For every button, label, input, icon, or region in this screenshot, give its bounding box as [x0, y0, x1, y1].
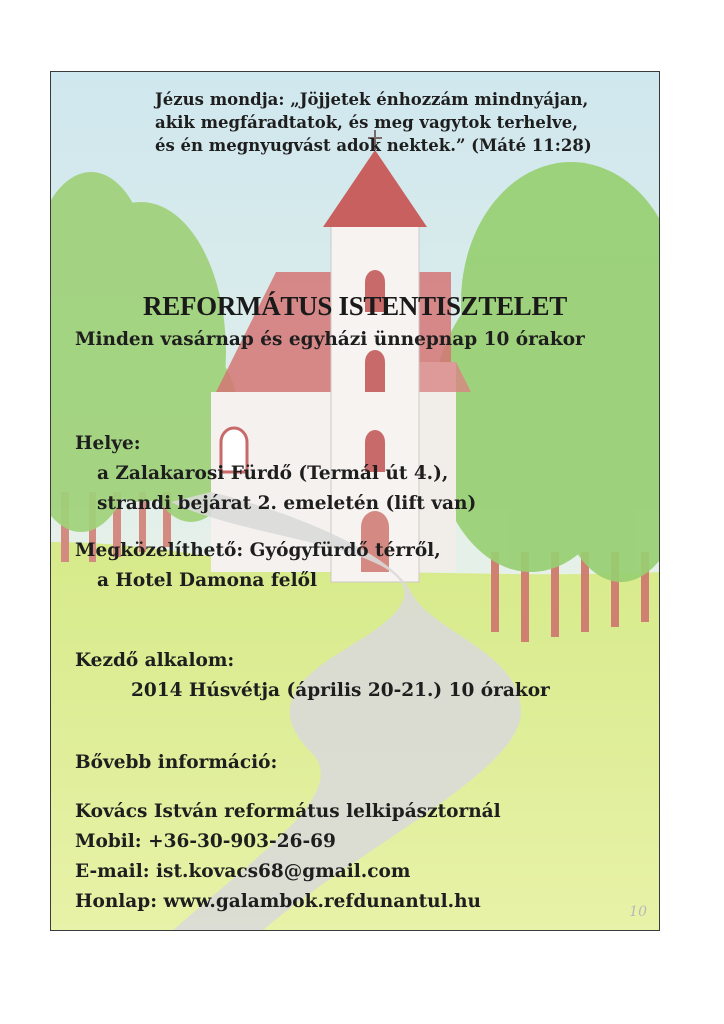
contact-mobile: Mobil: +36-30-903-26-69: [75, 831, 336, 852]
contact-name: Kovács István református lelkipásztornál: [75, 801, 501, 822]
quote-line: és én megnyugvást adok nektek.” (Máté 11:28): [155, 136, 592, 155]
schedule-subtitle: Minden vasárnap és egyházi ünnepnap 10 órakor: [75, 329, 585, 350]
contact-section: [75, 797, 501, 917]
poster: [50, 71, 660, 931]
bible-quote: [155, 88, 592, 157]
start-section: [75, 646, 550, 706]
contact-website: Honlap: www.galambok.refdunantul.hu: [75, 891, 482, 912]
poster-title: REFORMÁTUS ISTENTISZTELET: [143, 291, 567, 321]
start-value: 2014 Húsvétja (április 20-21.) 10 órakor: [131, 680, 550, 701]
artist-signature: 10: [629, 904, 647, 920]
location-label: Helye:: [75, 433, 141, 454]
contact-email: E-mail: ist.kovacs68@gmail.com: [75, 861, 411, 882]
access-line-2: a Hotel Damona felől: [97, 570, 317, 591]
info-label: Bővebb információ:: [75, 752, 278, 773]
access-line-1: Megközelíthető: Gyógyfürdő térről,: [75, 540, 441, 561]
quote-line: akik megfáradtatok, és meg vagytok terhelve,: [155, 113, 579, 132]
info-section: [75, 748, 277, 778]
start-label: Kezdő alkalom:: [75, 650, 235, 671]
quote-line: Jézus mondja: „Jöjjetek énhozzám mindnyájan,: [155, 90, 589, 109]
location-line-1: a Zalakarosi Fürdő (Termál út 4.),: [97, 463, 449, 484]
access-section: [75, 536, 441, 596]
location-section: [75, 429, 476, 519]
location-line-2: strandi bejárat 2. emeletén (lift van): [97, 493, 477, 514]
